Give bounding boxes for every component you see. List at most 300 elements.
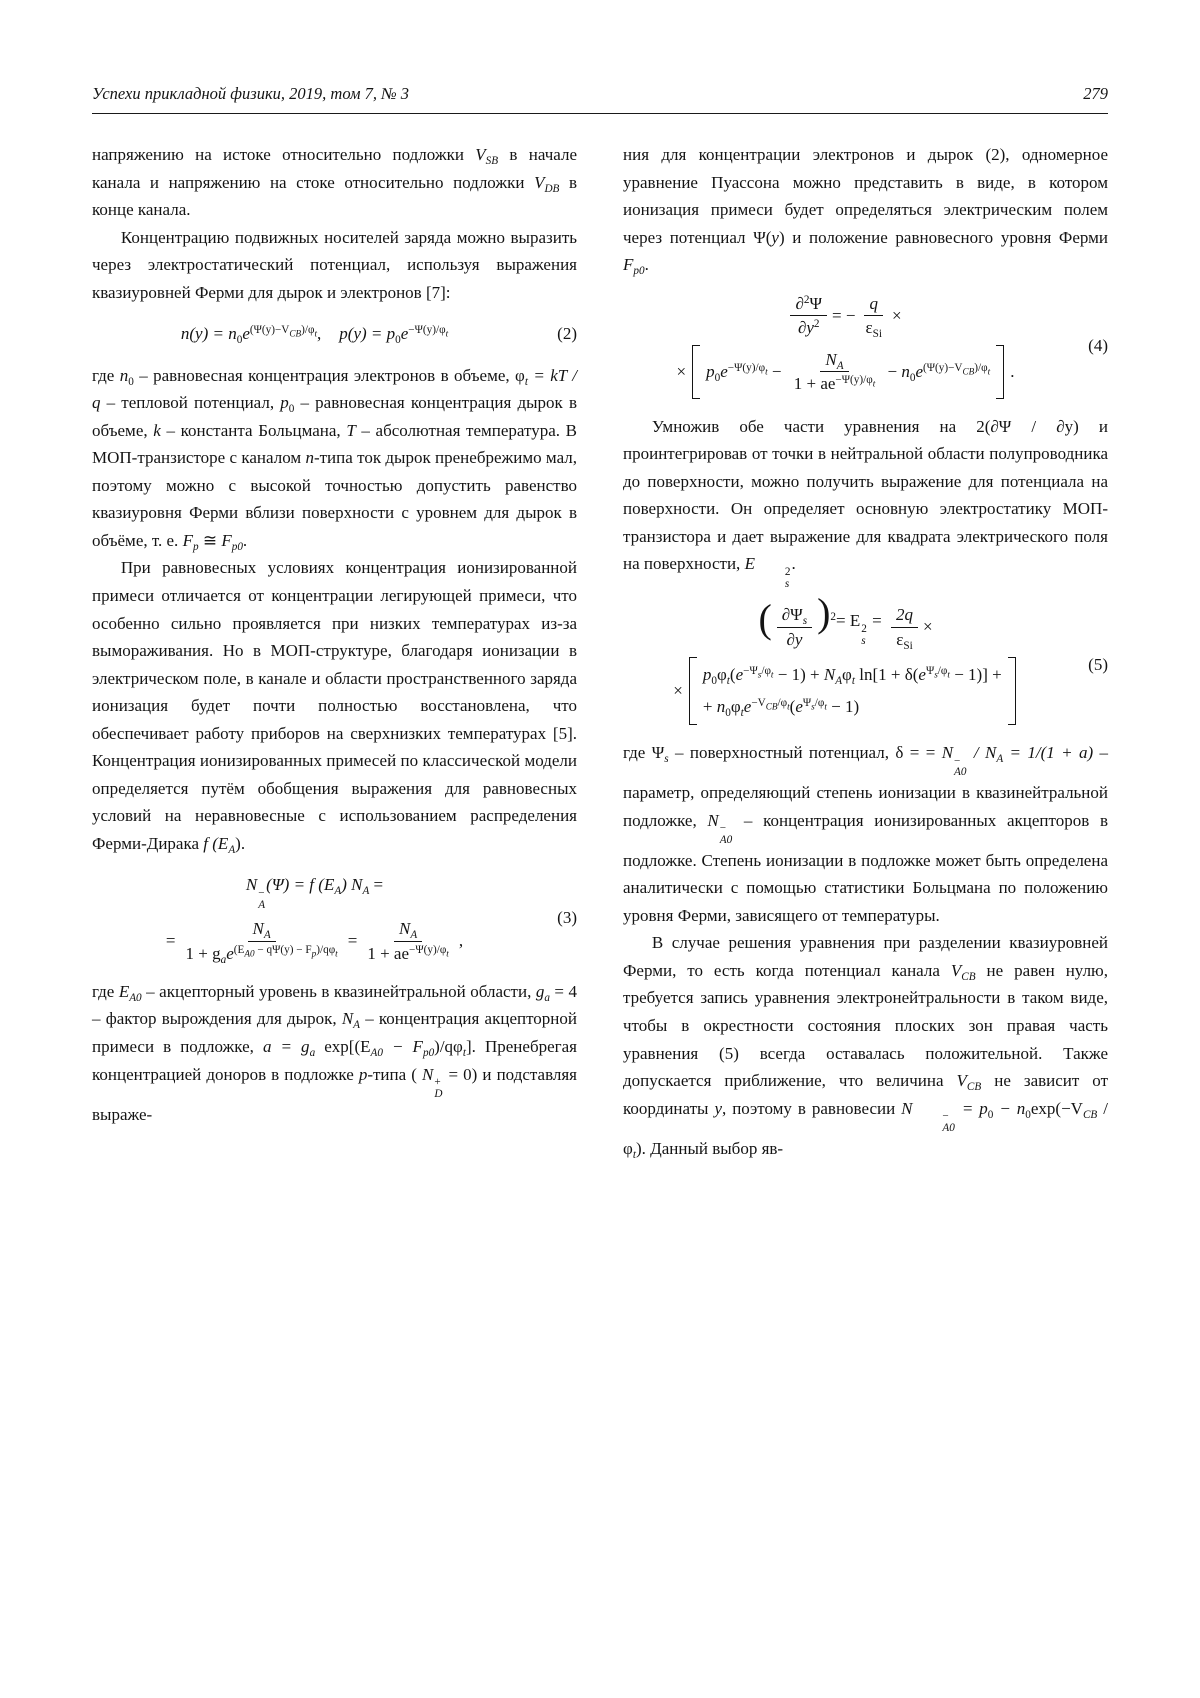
math-sup: 2 bbox=[803, 293, 810, 306]
page-number: 279 bbox=[1083, 84, 1108, 103]
math-text: )/qφ bbox=[434, 1036, 463, 1056]
fraction bbox=[891, 604, 918, 650]
math-operator: = E bbox=[836, 611, 861, 631]
paragraph bbox=[92, 978, 577, 1128]
math-operator: = − bbox=[832, 305, 856, 325]
math-text: − 1 bbox=[949, 664, 977, 684]
math-var: F bbox=[623, 255, 634, 275]
math-sub: s bbox=[934, 669, 938, 680]
math-sub: 0 bbox=[725, 707, 731, 720]
text-run: – акцепторный уровень в квазинейтральной области, bbox=[141, 981, 536, 1001]
math-sub: A bbox=[996, 752, 1004, 765]
math-sub: t bbox=[462, 1046, 466, 1059]
math-supsub bbox=[756, 567, 791, 591]
text-run: не равен нулю, требуется запись уравнения электронейтральности в таком виде, чтобы в окрестности состояния плоских зон правая часть уравнения (5) всегда оставалась положительной. Также допускается приближение, что величина bbox=[623, 960, 1108, 1091]
math-var: N bbox=[421, 1064, 434, 1084]
left-column bbox=[92, 141, 577, 1162]
equation-4 bbox=[623, 293, 1108, 399]
text-run: Данный выбор яв- bbox=[645, 1138, 784, 1158]
math-var: V bbox=[956, 1071, 967, 1091]
math-var: e bbox=[743, 697, 752, 717]
math-operator: + bbox=[805, 664, 824, 684]
math-var: n bbox=[119, 365, 129, 385]
paragraph bbox=[92, 224, 577, 307]
math-var: ∂y bbox=[797, 317, 814, 337]
math-sub: t bbox=[765, 366, 768, 377]
math-supsub bbox=[861, 624, 867, 648]
paragraph bbox=[623, 141, 1108, 279]
math-text: − 1 bbox=[773, 664, 801, 684]
text-run: – параметр, определяющий степень ионизации в квазинейтральной подложке, bbox=[623, 743, 1109, 830]
math-sup-text: /φ bbox=[937, 664, 948, 677]
text-run: не зависит от координаты bbox=[623, 1071, 1108, 1118]
equation-5 bbox=[623, 590, 1108, 725]
math-sub: CB bbox=[1082, 1108, 1098, 1121]
equation-body bbox=[92, 871, 537, 964]
math-var: / N bbox=[967, 743, 997, 763]
math-sup bbox=[743, 664, 774, 680]
math-sub: 0 bbox=[711, 674, 717, 687]
math-var: N bbox=[252, 919, 264, 939]
text-run: – концентрация ионизированных акцепторов в подложке. Степень ионизации в подложке может быть определена аналитически с помощью статистики Больцмана по положению уровня Ферми, зависящего от температуры. bbox=[623, 810, 1108, 925]
math-supsub bbox=[914, 1111, 955, 1135]
math-var: e bbox=[400, 324, 409, 344]
math-var: n bbox=[305, 448, 314, 468]
math-sup-text: (Ψ(y)−V bbox=[923, 361, 963, 374]
math-var: p(y) = p bbox=[339, 324, 396, 344]
math-sub: 0 bbox=[288, 403, 295, 416]
math-sub: t bbox=[947, 669, 950, 680]
fraction-numerator bbox=[790, 293, 827, 316]
math-sub: t bbox=[632, 1148, 636, 1161]
math-var: y bbox=[771, 227, 779, 247]
math-var: N bbox=[245, 875, 258, 895]
text-run: где bbox=[92, 981, 119, 1001]
math-text: ln[1 + δ( bbox=[854, 664, 919, 684]
math-sub: 0 bbox=[714, 372, 721, 385]
fraction-numerator bbox=[248, 918, 276, 941]
math-supsub bbox=[720, 823, 732, 847]
math-sub: A0 bbox=[129, 991, 142, 1004]
math-text: exp bbox=[315, 1036, 349, 1056]
fraction-numerator bbox=[820, 349, 848, 372]
math-sup bbox=[408, 324, 449, 339]
math-expression bbox=[706, 358, 786, 386]
math-operator: = bbox=[165, 931, 176, 951]
math-sub: A0 bbox=[244, 948, 255, 959]
math-sub: A bbox=[258, 898, 266, 911]
math-sup-text: −Ψ bbox=[743, 664, 758, 677]
math-sup-text: −V bbox=[751, 697, 766, 710]
math-var: F bbox=[221, 530, 232, 550]
math-operator: − bbox=[767, 362, 786, 382]
math-sub: t bbox=[987, 366, 991, 377]
math-row bbox=[706, 349, 990, 395]
math-text: ). bbox=[635, 1138, 646, 1158]
equation-2 bbox=[92, 320, 577, 348]
math-text: 1 + ae bbox=[793, 374, 836, 394]
equation-number: (3) bbox=[557, 907, 577, 927]
math-var: (E bbox=[208, 833, 229, 853]
bracket-content bbox=[700, 345, 996, 399]
square-bracket-group bbox=[692, 345, 1004, 399]
math-sub: A bbox=[362, 885, 370, 898]
math-var: V bbox=[534, 172, 545, 192]
math-operator: − bbox=[883, 362, 902, 382]
math-var: ε bbox=[865, 317, 873, 337]
text-run: – тепловой потенциал, bbox=[100, 393, 281, 413]
text-run: -типа ток дырок пренебрежимо мал, поэтому можно с высокой точностью допустить равенство квазиуровня Ферми вблизи поверхности с уровнем для дырок в объёме, т. е. bbox=[92, 448, 577, 550]
math-var: e bbox=[915, 362, 924, 382]
math-var: φ bbox=[842, 664, 852, 684]
math-sub: CB bbox=[962, 366, 975, 377]
math-sup-text: Ψ bbox=[802, 697, 812, 710]
math-var: e bbox=[720, 362, 728, 382]
equation-body bbox=[92, 320, 537, 348]
text-run: – абсолютная температура. В МОП-транзисторе с каналом bbox=[92, 420, 578, 468]
left-paren: ( bbox=[758, 596, 772, 642]
math-sub: 0 bbox=[987, 1108, 994, 1121]
math-text: ]. bbox=[466, 1036, 476, 1056]
math-var: ε bbox=[896, 629, 904, 649]
math-sub: t bbox=[446, 948, 449, 959]
math-row bbox=[703, 693, 859, 721]
math-var: ∂y bbox=[786, 629, 803, 649]
equation-line bbox=[787, 293, 903, 339]
math-sub: A bbox=[263, 929, 271, 942]
math-sub: s bbox=[811, 702, 815, 712]
math-var: − F bbox=[382, 1036, 423, 1056]
math-var: (Ψ) = f (E bbox=[266, 875, 335, 895]
separator: , bbox=[317, 324, 322, 344]
math-sub: t bbox=[740, 707, 744, 720]
math-sub: CB bbox=[966, 1081, 982, 1093]
math-sub: A0 bbox=[370, 1046, 383, 1059]
math-punctuation: . bbox=[1010, 362, 1015, 382]
math-expression bbox=[758, 596, 772, 642]
math-var: p bbox=[706, 362, 715, 382]
math-var: ) N bbox=[341, 875, 363, 895]
math-var: n bbox=[716, 697, 726, 717]
equation-3 bbox=[92, 871, 577, 964]
paragraph bbox=[623, 739, 1108, 929]
math-sub: Si bbox=[872, 327, 882, 340]
text-run: – константа Больцмана, bbox=[160, 420, 347, 440]
math-sup: 2 bbox=[784, 565, 791, 578]
math-sub: s bbox=[757, 669, 762, 680]
math-sub: s bbox=[861, 634, 866, 647]
math-var: Ψ bbox=[809, 293, 823, 313]
fraction-denominator bbox=[781, 628, 807, 650]
math-sub: t bbox=[335, 948, 338, 959]
math-text: / φ bbox=[623, 1098, 1108, 1158]
math-operator: × bbox=[676, 362, 687, 382]
text-run: В случае решения уравнения при разделении квазиуровней Ферми, то есть когда потенциал канала bbox=[623, 933, 1108, 980]
math-expression bbox=[883, 358, 990, 386]
math-sub: t bbox=[726, 674, 730, 687]
fraction-numerator bbox=[891, 604, 918, 627]
text-run: Умножив обе части уравнения на bbox=[651, 416, 977, 436]
math-sub: CB bbox=[289, 328, 302, 339]
math-expression bbox=[817, 590, 886, 647]
text-run: . bbox=[242, 530, 248, 550]
math-sub: 0 bbox=[1025, 1108, 1031, 1121]
math-sup bbox=[249, 324, 318, 339]
text-run: и положение равновесного уровня Ферми bbox=[784, 227, 1108, 247]
math-var: N bbox=[707, 810, 719, 830]
square-bracket-group bbox=[689, 657, 1016, 725]
text-run: Концентрацию подвижных носителей заряда можно выразить через электростатический потенциал, используя выражения квазиуровней Ферми для дырок и электронов [7]: bbox=[92, 227, 577, 302]
fraction-denominator bbox=[793, 316, 825, 338]
fraction-numerator bbox=[864, 293, 883, 316]
math-sup-text: /φ bbox=[814, 697, 825, 710]
math-var: N bbox=[398, 919, 411, 939]
math-sub: s bbox=[802, 615, 808, 628]
equation-line bbox=[164, 918, 465, 964]
math-sub: 0 bbox=[236, 334, 243, 347]
math-operator: = bbox=[369, 875, 384, 895]
paragraph bbox=[623, 413, 1108, 591]
text-run: – равновесная концентрация электронов в объеме, bbox=[133, 365, 516, 385]
math-var: n bbox=[901, 362, 910, 382]
math-var: N bbox=[341, 1009, 354, 1029]
math-sub: t bbox=[787, 702, 790, 712]
text-run: напряжению на истоке относительно подложки bbox=[92, 145, 476, 164]
math-var: N bbox=[823, 664, 836, 684]
math-sup bbox=[727, 361, 768, 377]
math-var: g bbox=[535, 981, 545, 1001]
math-var: N bbox=[901, 1098, 913, 1118]
math-sub: A bbox=[353, 1019, 361, 1032]
math-sup-text: )/φ bbox=[301, 324, 315, 337]
math-sub: t bbox=[824, 702, 827, 712]
text-run: -типа ( bbox=[367, 1064, 422, 1084]
fraction-denominator bbox=[180, 942, 342, 964]
math-var: k bbox=[153, 420, 161, 440]
math-sub: SB bbox=[485, 154, 499, 167]
math-sup-text: −Ψ(y)/φ bbox=[408, 324, 446, 337]
math-sub: CB bbox=[765, 702, 778, 712]
left-square-bracket bbox=[689, 657, 697, 725]
math-sub: p0 bbox=[633, 265, 645, 278]
text-run: где bbox=[92, 365, 120, 385]
paragraph bbox=[623, 929, 1108, 1162]
math-var: q bbox=[869, 293, 878, 313]
math-paren: ( bbox=[789, 697, 796, 717]
math-sup bbox=[925, 664, 950, 680]
equation-line bbox=[244, 871, 385, 911]
math-sup-text: −Ψ(y)/φ bbox=[727, 361, 766, 374]
math-var: 2q bbox=[895, 605, 913, 625]
math-text: )] + bbox=[976, 664, 1002, 684]
text-run: При равновесных условиях концентрация ионизированной примеси отличается от концентрации легирующей примеси, что особенно сильно проявляется при низких температурах из-за вымораживания. Но в МОП-структуре, благодаря ионизации в электрическом поле, в канале и области пространственного заряда ионизация будет почти полностью восстановлена, что обеспечивает работу приборов на сверхнизких температурах [5]. Концентрация ионизированных примесей по классической модели определяется путём обобщения выражения для равновесных условий на неравновесные с использованием распределения Ферми-Дирака bbox=[92, 558, 577, 853]
text-run: ния для концентрации электронов и дырок (2), одномерное уравнение Пуассона можно представить в виде, в котором ионизация примеси будет определяться электрическим полем через потенциал bbox=[623, 145, 1108, 247]
math-sub: p bbox=[192, 540, 199, 553]
math-var: n(y) = n bbox=[180, 324, 237, 344]
equation-body bbox=[623, 590, 1068, 725]
math-sup: − bbox=[954, 754, 961, 767]
math-paren: ) bbox=[853, 697, 860, 717]
math-sub: 0 bbox=[395, 334, 401, 347]
math-var: E bbox=[744, 554, 755, 574]
math-sub: A bbox=[228, 843, 236, 856]
text-run: – поверхностный потенциал, bbox=[668, 743, 896, 763]
journal-title: Успехи прикладной физики, 2019, том 7, № 3 bbox=[92, 84, 410, 103]
math-sub: p bbox=[311, 948, 317, 959]
math-sup bbox=[751, 697, 790, 712]
math-sub: p0 bbox=[422, 1046, 435, 1059]
fraction bbox=[789, 349, 881, 395]
fraction-denominator bbox=[789, 372, 881, 394]
text-run: = 0) и подставляя выраже- bbox=[92, 1064, 577, 1124]
math-sup bbox=[233, 943, 338, 959]
math-var: V bbox=[475, 145, 486, 164]
math-var: Ψ( bbox=[753, 227, 772, 247]
fraction-numerator bbox=[777, 604, 812, 627]
math-var: − n bbox=[993, 1098, 1026, 1118]
math-sup-text: /φ bbox=[777, 697, 788, 710]
math-supsub bbox=[434, 1077, 442, 1101]
right-square-bracket bbox=[996, 345, 1004, 399]
math-sub: A bbox=[836, 360, 844, 373]
text-run: и проинтегрировав от точки в нейтральной области полупроводника до поверхности, можно получить выражение для потенциала на поверхности. Он определяет основную электростатику МОП-транзистора и дает выражение для квадрата электрического поля на поверхности, bbox=[623, 416, 1108, 574]
math-sub: D bbox=[434, 1087, 443, 1100]
math-paren: ( bbox=[729, 664, 736, 684]
math-var: ) bbox=[235, 833, 241, 853]
math-var: φ bbox=[730, 697, 741, 717]
math-sub: a bbox=[309, 1046, 316, 1059]
math-sub: t bbox=[851, 674, 855, 687]
math-var: T bbox=[346, 420, 356, 440]
math-sup: 2 bbox=[813, 317, 820, 330]
math-expression bbox=[703, 693, 859, 721]
math-operator: = bbox=[867, 611, 886, 631]
text-run: в начале канала и напряжению на стоке относительно подложки bbox=[92, 145, 577, 192]
math-var: e bbox=[735, 664, 744, 684]
math-sub: DB bbox=[544, 182, 560, 195]
math-expression: 2(∂Ψ / ∂y) bbox=[976, 416, 1079, 436]
math-sub: 0 bbox=[909, 372, 916, 385]
text-run: – фактор вырождения для дырок, bbox=[92, 1009, 342, 1029]
math-sup-text: Ψ bbox=[925, 664, 935, 677]
text-run: – равновесная концентрация дырок в объеме, bbox=[92, 393, 577, 440]
math-sub: t bbox=[524, 375, 528, 388]
math-sup-text: )/φ bbox=[974, 361, 988, 374]
math-expression bbox=[246, 871, 383, 911]
text-run: . bbox=[240, 833, 246, 853]
math-var: V bbox=[950, 960, 962, 980]
math-paren: ) bbox=[800, 664, 806, 684]
math-var: a = g bbox=[262, 1036, 310, 1056]
math-text: − 1 bbox=[826, 697, 854, 717]
math-var: ∂Ψ bbox=[781, 605, 803, 625]
fraction-denominator bbox=[891, 628, 918, 650]
paragraph bbox=[92, 141, 577, 224]
fraction-denominator bbox=[860, 316, 887, 338]
math-operator: + bbox=[702, 697, 717, 717]
math-supsub bbox=[258, 888, 265, 912]
text-run: , поэтому в равновесии bbox=[721, 1098, 902, 1118]
math-row bbox=[703, 661, 1002, 689]
math-var: p bbox=[702, 664, 712, 684]
math-var: N bbox=[941, 743, 954, 763]
right-column bbox=[623, 141, 1108, 1162]
math-sup: − bbox=[942, 1110, 949, 1123]
math-sub: A bbox=[334, 885, 342, 898]
math-operator: ≅ bbox=[198, 530, 222, 550]
text-run: в конце канала. bbox=[92, 172, 578, 220]
math-var: E bbox=[118, 981, 130, 1001]
two-column-body bbox=[92, 141, 1108, 1162]
math-sup-text: (E bbox=[233, 943, 245, 956]
fraction-denominator bbox=[362, 942, 454, 964]
fraction bbox=[777, 604, 812, 650]
fraction bbox=[180, 918, 342, 964]
math-var: = p bbox=[955, 1098, 988, 1118]
math-var: e bbox=[918, 664, 926, 684]
equation-line bbox=[675, 345, 1017, 399]
math-sub: t bbox=[314, 328, 318, 339]
page-header bbox=[92, 84, 1108, 114]
equation-number: (4) bbox=[1088, 335, 1108, 355]
math-operator: × bbox=[891, 305, 902, 325]
paragraph bbox=[92, 554, 577, 857]
math-sup bbox=[802, 697, 827, 712]
math-sup: − bbox=[719, 822, 727, 835]
math-sup: − bbox=[258, 886, 265, 899]
math-operator: × bbox=[922, 617, 933, 637]
math-text: δ = = bbox=[895, 743, 942, 763]
text-run: – концентрация акцепторной примеси в подложке, bbox=[92, 1009, 577, 1056]
fraction bbox=[362, 918, 454, 964]
math-text: = 1/(1 + a) bbox=[1003, 743, 1094, 763]
math-sup bbox=[923, 361, 991, 377]
math-sub: A bbox=[410, 929, 418, 942]
math-sup bbox=[409, 943, 449, 959]
bracket-content bbox=[697, 657, 1008, 725]
math-sup: 2 bbox=[830, 610, 837, 623]
math-sup bbox=[835, 374, 876, 389]
math-var: ∂ bbox=[795, 293, 804, 313]
math-sub: Si bbox=[903, 639, 913, 652]
equation-body bbox=[623, 293, 1068, 399]
math-expression bbox=[181, 320, 448, 348]
math-var: e bbox=[242, 324, 250, 344]
equation-line bbox=[756, 590, 934, 652]
math-expression bbox=[703, 661, 1002, 689]
paragraph bbox=[92, 362, 577, 555]
math-sub: t bbox=[445, 328, 449, 339]
math-sub: p0 bbox=[231, 540, 243, 553]
equation-number: (5) bbox=[1088, 654, 1108, 674]
math-sub: A0 bbox=[954, 766, 967, 779]
math-text: exp(−V bbox=[1030, 1098, 1083, 1118]
math-sub: a bbox=[544, 991, 550, 1004]
math-var: Ψ bbox=[651, 743, 665, 763]
right-paren: ) bbox=[817, 590, 831, 636]
math-var: F bbox=[182, 530, 193, 550]
left-square-bracket bbox=[692, 345, 700, 399]
separator: , bbox=[458, 931, 464, 951]
equation-line bbox=[179, 320, 450, 348]
math-sup-text: − qΨ(y) − F bbox=[254, 943, 312, 956]
math-text: 1 + ae bbox=[367, 943, 410, 963]
math-sub: s bbox=[664, 752, 669, 765]
math-sup-text: −Ψ(y)/φ bbox=[835, 374, 873, 387]
math-sub: t bbox=[770, 669, 774, 680]
fraction-numerator bbox=[394, 918, 422, 941]
math-var: = kT / q bbox=[92, 365, 578, 413]
